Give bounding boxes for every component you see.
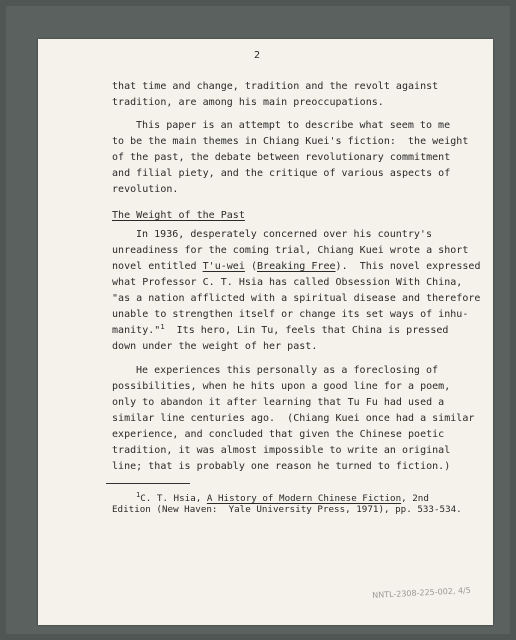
text-line: and filial piety, and the critique of various aspects of [112,168,451,179]
footnote-divider [106,483,190,484]
text-fragment: ). This novel expressed [335,261,481,272]
text-line: unable to strengthen itself or change its set ways of inhu- [112,309,469,320]
text-line: In 1936, desperately concerned over his country's [136,229,432,240]
book-title-chinese: T'u-wei [202,261,245,272]
book-title-english: Breaking Free [257,261,336,272]
text-line: "as a nation afflicted with a spiritual disease and therefore [112,293,481,304]
text-line: tradition, are among his main preoccupations. [112,97,384,108]
text-line [112,325,448,337]
text-line: of the past, the debate between revolutionary commitment [112,152,451,163]
text-line: experience, and concluded that given the Chinese poetic [112,429,445,440]
footnote-reference: 1 [160,323,165,331]
text-line: what Professor C. T. Hsia has called Obsession With China, [112,277,463,288]
text-line [112,261,481,273]
footnote-line: Edition (New Haven: Yale University Press, 1971), pp. 533-534. [112,504,462,515]
text-line: down under the weight of her past. [112,341,318,352]
text-line: This paper is an attempt to describe what seem to me [136,120,451,131]
footnote-text: , 2nd [401,493,429,504]
text-line: similar line centuries ago. (Chiang Kuei once had a similar [112,413,475,424]
footnote-marker: 1 [136,491,141,499]
text-fragment: novel entitled [112,261,203,272]
archive-stamp: NNTL-2308-225-002, 4/5 [372,585,472,600]
text-line: line; that is probably one reason he turned to fiction.) [112,461,451,472]
text-line: tradition, it was almost impossible to write an original [112,445,451,456]
text-line: He experiences this personally as a foreclosing of [136,365,439,376]
text-fragment: manity." [112,325,161,336]
section-heading: The Weight of the Past [112,210,245,221]
text-line: only to abandon it after learning that Tu Fu had used a [112,397,445,408]
text-line: that time and change, tradition and the revolt against [112,81,439,92]
text-line: possibilities, when he hits upon a good line for a poem, [112,381,451,392]
text-fragment: Its hero, Lin Tu, feels that China is pressed [164,325,449,336]
page-number: 2 [254,50,261,61]
text-line: revolution. [112,184,179,195]
text-fragment: ( [244,261,257,272]
text-line: to be the main themes in Chiang Kuei's fiction: the weight [112,136,469,147]
text-line: unreadiness for the coming trial, Chiang Kuei wrote a short [112,245,469,256]
footnote-text: C. T. Hsia, [140,493,207,504]
footnote-book-title: A History of Modern Chinese Fiction [206,493,402,504]
